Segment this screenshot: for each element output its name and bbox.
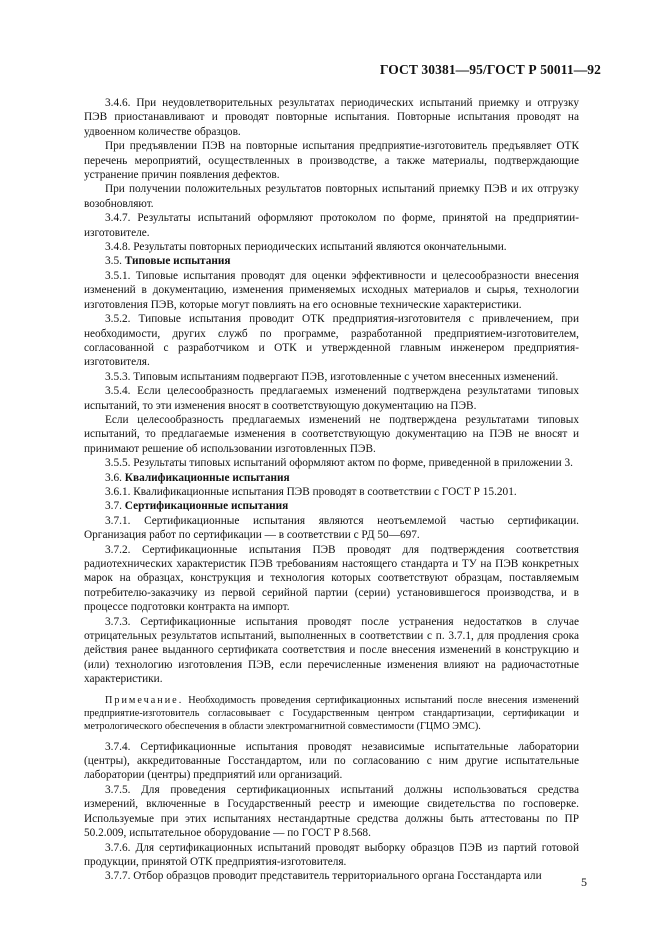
- page-number: 5: [581, 875, 587, 889]
- section-number: 3.5.: [105, 255, 122, 268]
- section-heading-3-7: [84, 499, 579, 513]
- section-title: Типовые испытания: [124, 255, 231, 268]
- note-label: Примечание.: [105, 694, 184, 706]
- paragraph-3-7-6: 3.7.6. Для сертификационных испытаний проводят выборку образцов ПЭВ из партий готовой продукции, принятой ОТК предприятия-изготовителя.: [84, 841, 579, 868]
- paragraph-3-4-6: 3.4.6. При неудовлетворительных результатах периодических испытаний приемку и отгрузку ПЭВ приостанавливают и проводят повторные испытания. Повторные испытания проводят на удвоенном количестве образцов.: [84, 97, 579, 138]
- paragraph-3-4-7: 3.4.7. Результаты испытаний оформляют протоколом по форме, принятой на предприятии-изготовителе.: [84, 212, 579, 239]
- note: [84, 694, 579, 733]
- paragraph-3-5-2: 3.5.2. Типовые испытания проводит ОТК предприятия-изготовителя с привлечением, при необходимости, других служб по программе, разработанной предприятием-изготовителем, согласованной с разработчиком и ОТК и утвержденной главным инженером предприятия-изготовителя.: [84, 313, 579, 369]
- note-text: Необходимость проведения сертификационных испытаний после внесения изменений предприятие-изготовитель согласовывает с Государственным центром стандартизации, сертификации и метрологического обеспечения в области электромагнитной совместимости (ГЦМО ЭМС).: [84, 694, 580, 732]
- section-heading-3-6: [84, 471, 579, 485]
- paragraph-3-5-1: 3.5.1. Типовые испытания проводят для оценки эффективности и целесообразности внесения изменений в документацию, изменения применяемых исходных материалов и сырья, технологии изготовления ПЭВ, которые могут повлиять на его основные технические характеристики.: [84, 269, 579, 311]
- paragraph: Если целесообразность предлагаемых изменений не подтверждена результатами типовых испытаний, то предлагаемые изменения в соответствующую документацию на ПЭВ не вносят и принимают решение об использовании изготовленных ПЭВ.: [84, 413, 579, 455]
- paragraph-3-5-4: 3.5.4. Если целесообразность предлагаемых изменений подтверждена результатами типовых испытаний, то эти изменения вносят в соответствующую документацию на ПЭВ.: [84, 385, 579, 412]
- paragraph-3-7-4: 3.7.4. Сертификационные испытания проводят независимые испытательные лаборатории (центры), аккредитованные Госстандартом, или по согласованию с ним другие испытательные лаборатории (центры) предприятий или организаций.: [84, 740, 579, 782]
- section-heading-3-5: [84, 254, 579, 268]
- paragraph-3-7-7: 3.7.7. Отбор образцов проводит представитель территориального органа Госстандарта или: [105, 870, 542, 883]
- paragraph: При предъявлении ПЭВ на повторные испытания предприятие-изготовитель предъявляет ОТК перечень мероприятий, осуществленных в производстве, а также материалы, подтверждающие устранение причин появления дефектов.: [84, 140, 579, 182]
- section-title: Квалификационные испытания: [124, 471, 290, 484]
- document-body: [84, 96, 579, 884]
- section-title: Сертификационные испытания: [124, 500, 289, 513]
- section-number: 3.6.: [105, 471, 122, 484]
- paragraph-3-4-8: 3.4.8. Результаты повторных периодических испытаний являются окончательными.: [105, 241, 507, 254]
- section-number: 3.7.: [105, 500, 122, 513]
- paragraph-3-7-3: 3.7.3. Сертификационные испытания проводят после устранения недостатков в случае отрицательных результатов испытаний, выполненных в соответствии с п. 3.7.1, для продления срока действия ранее выданного сертификата соответствия и после внесения изменений в конструкцию и (или) технологию изготовления ПЭВ, если перечисленные изменения влияют на радиочастотные характеристики.: [84, 615, 579, 686]
- paragraph-3-7-1: 3.7.1. Сертификационные испытания являются неотъемлемой частью сертификации. Организация работ по сертификации — в соответствии с РД 50—697.: [84, 514, 579, 542]
- paragraph-3-5-3: 3.5.3. Типовым испытаниям подвергают ПЭВ, изготовленные с учетом внесенных изменений.: [105, 370, 559, 383]
- paragraph: При получении положительных результатов повторных испытаний приемку ПЭВ и их отгрузку возобновляют.: [84, 183, 579, 210]
- paragraph-3-6-1: 3.6.1. Квалификационные испытания ПЭВ проводят в соответствии с ГОСТ Р 15.201.: [105, 485, 517, 498]
- paragraph-3-5-5: 3.5.5. Результаты типовых испытаний оформляют актом по форме, приведенной в приложении 3.: [105, 457, 573, 470]
- paragraph-3-7-2: 3.7.2. Сертификационные испытания ПЭВ проводят для подтверждения соответствия радиотехнических характеристик ПЭВ требованиям настоящего стандарта и ТУ на ПЭВ конкретных марок на образцах, конструкция и технология которых соответствуют образцам, поставляемым потребителю-заказчику из первой серийной партии (серии) установившегося производства, и в процессе подготовки контракта на импорт.: [84, 543, 579, 614]
- document-header: ГОСТ 30381—95/ГОСТ Р 50011—92: [379, 62, 601, 77]
- paragraph-3-7-5: 3.7.5. Для проведения сертификационных испытаний должны использоваться средства измерений, включенные в Государственный реестр и имеющие свидетельства по госповерке. Используемые при этих испытаниях нестандартные средства должны быть аттестованы по ПР 50.2.009, испытательное оборудование — по ГОСТ Р 8.568.: [84, 783, 579, 840]
